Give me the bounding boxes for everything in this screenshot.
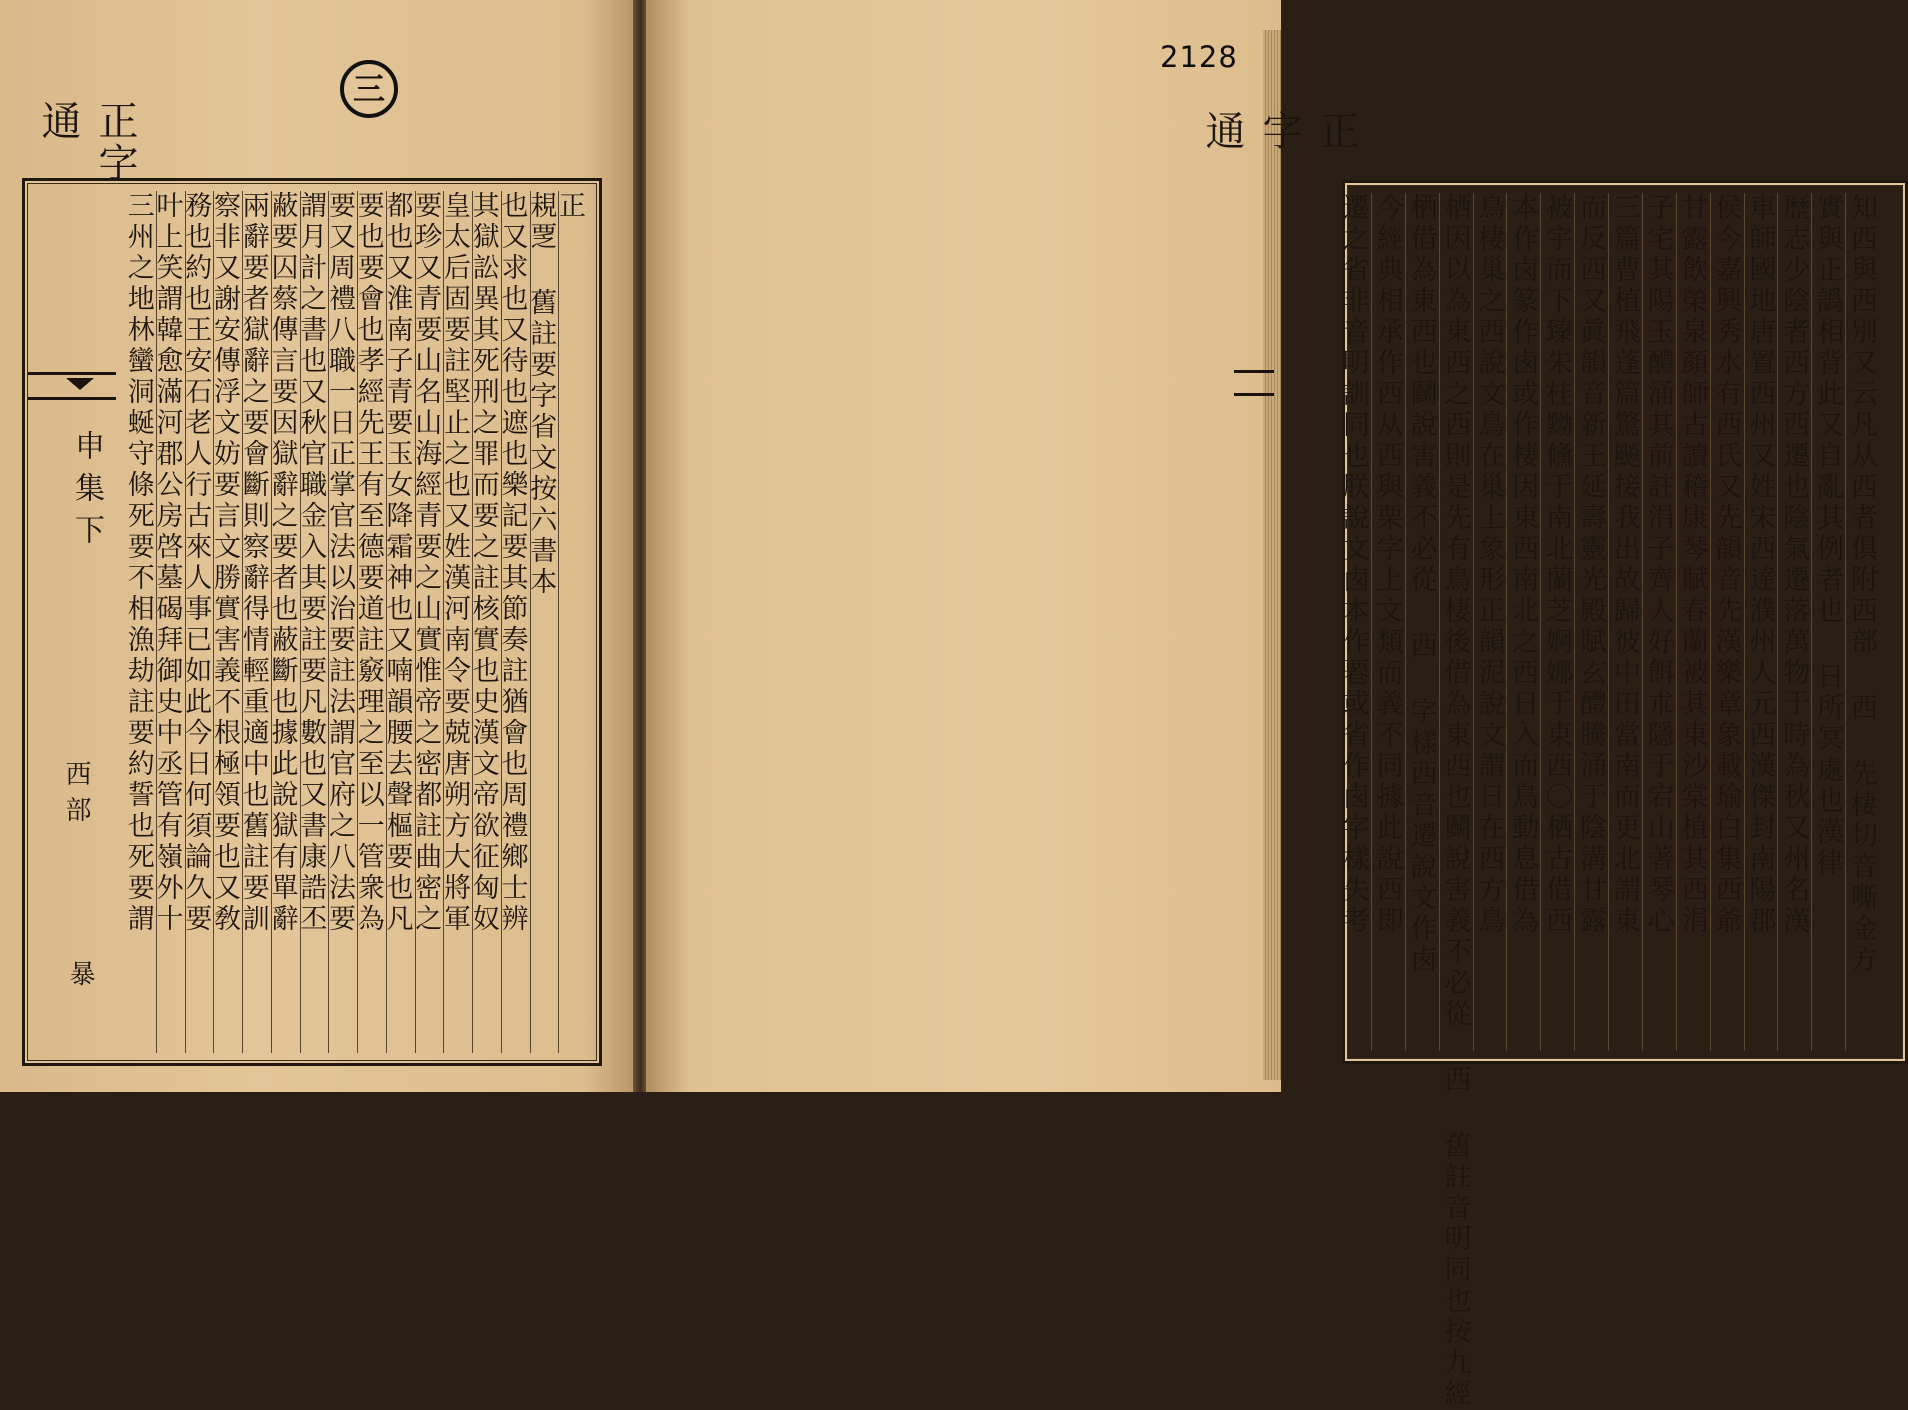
right-column: 甘露飲榮泉顏師古讀稽康琴賦春蘭被其東沙棠植其西涓 — [1676, 193, 1710, 1051]
left-column: 三州之地林蠻洞蜒守條死要不相漁劫註要約誓也死要謂 — [122, 191, 154, 935]
left-column: 皇太后固要註堅止之也又姓漢河南令要兢唐朔方大將軍 — [443, 191, 472, 1053]
left-column: 其獄訟異其死刑之罪而要之註核實也史漢文帝欲征匈奴 — [472, 191, 501, 1053]
right-column: 本作卤篆作卥或作棲因東西南北之西日入而鳥動息借為 — [1506, 193, 1540, 1051]
right-column: 栖因以為東西之西則是先有鳥棲後借為東西也鬬說害義不必從 西 舊註音明同也按九經 — [1439, 193, 1471, 1410]
left-column: 正 — [558, 191, 587, 1053]
left-column: 蔽要囚蔡傳言要因獄辭之要者也蔽斷也據此說獄有單辭 — [271, 191, 300, 1053]
right-column: 實與正譌相背此又自亂其例者也 日所冥處也漢律 — [1811, 193, 1845, 1051]
left-column: 也又求也又待也遮也樂記要其節奏註猶會也周禮鄉士辨 — [501, 191, 530, 1053]
left-column: 都也又淮南子青要玉女降霜神也又喃韻腰去聲樞要也凡 — [386, 191, 415, 1053]
left-page — [0, 0, 635, 1092]
spine-title: 正字通 — [35, 100, 138, 184]
right-column: 子宅其陽玉醴涌其前註涓子齊人好餌朮隱于宕山著琴心 — [1642, 193, 1676, 1051]
left-text-columns — [122, 191, 587, 1053]
right-column: 侯今嘉興秀水有西氏又先韻音先漢樂章象載瑜白集西爺 — [1710, 193, 1744, 1051]
left-text-frame — [22, 178, 602, 1066]
right-column: 遷之省非音明訓同也朕說文卥本作䙴或省作卥字樣失考 — [1337, 193, 1369, 937]
right-column: 車師國地唐置西州又姓宋西達濮州人元西漢傑封南陽郡 — [1744, 193, 1778, 1051]
right-page — [646, 0, 1877, 1410]
left-column: 要又周禮八職一日正掌官法以治要註法謂官府之八法要 — [328, 191, 357, 1053]
right-column: 而反西又眞韻音新王延壽靈光殿賦玄醴騰涌于陰溝甘露 — [1574, 193, 1608, 1051]
right-column: 知西與西別又云凡从西者俱附西部 西 先棲切音嘶金方 — [1845, 193, 1879, 1051]
page-number: 2128 — [1160, 40, 1238, 74]
right-fish-tail-mark — [1234, 370, 1274, 396]
left-column: 要也要會也孝經先王有至德要道註竅理之至以一管衆為 — [357, 191, 386, 1053]
left-column: 叶上笑謂韓愈滿河郡公房啓墓碣拜御史中丞管有嶺外十 — [156, 191, 185, 1053]
page-edges — [1263, 30, 1281, 1080]
circled-number: 三 — [340, 60, 398, 118]
left-column: 務也約也王安石老人行古來人事已如此今日何須論久要 — [185, 191, 214, 1053]
spine-section: 申集下 — [69, 430, 104, 556]
right-text-frame — [1337, 180, 1908, 1410]
spine-count: 暴 — [65, 960, 95, 986]
left-column: 察非又謝安傳浮文妨要言文勝實害義不根極領要也又敎 — [213, 191, 242, 1053]
right-column: 被宇而下臻朱桂黝儵于南北蘭芝婀娜于東西〇栖古借西 — [1540, 193, 1574, 1051]
right-text-columns — [1337, 193, 1879, 1410]
right-column: 栖借為東西也鬬說害義不必從 西 字樣西音遷說文作卥 — [1405, 193, 1439, 1051]
left-column: 謂月計之書也又秋官職金入其要註要凡數也又書康誥丕 — [300, 191, 329, 1053]
right-column: 今經典相承作西从西與栗字上文類而義不同據此說西即 — [1371, 193, 1405, 1051]
left-column: 要珍又青要山名山海經青要之山實惟帝之密都註曲密之 — [415, 191, 444, 1053]
left-column: 䙿覂 舊註要字省文按六書本 — [530, 191, 559, 1053]
right-column: 鳥棲巢之西說文鳥在巢上象形正韻泥說文謂日在西方鳥 — [1473, 193, 1507, 1051]
right-column: 三篇曹植飛蓬篇驚飈接我出故歸彼中田當南而更北謂東 — [1608, 193, 1642, 1051]
right-column: 歷志少陰者西方西遷也陰氣遷落萬物于時為秋又州名漢 — [1777, 193, 1811, 1051]
spine-radical: 西部 — [61, 760, 91, 832]
right-spine-title: 正字通 — [1199, 110, 1359, 150]
left-column: 兩辭要者獄辭之要會斷則察辭得情輕重適中也舊註要訓 — [242, 191, 271, 1053]
